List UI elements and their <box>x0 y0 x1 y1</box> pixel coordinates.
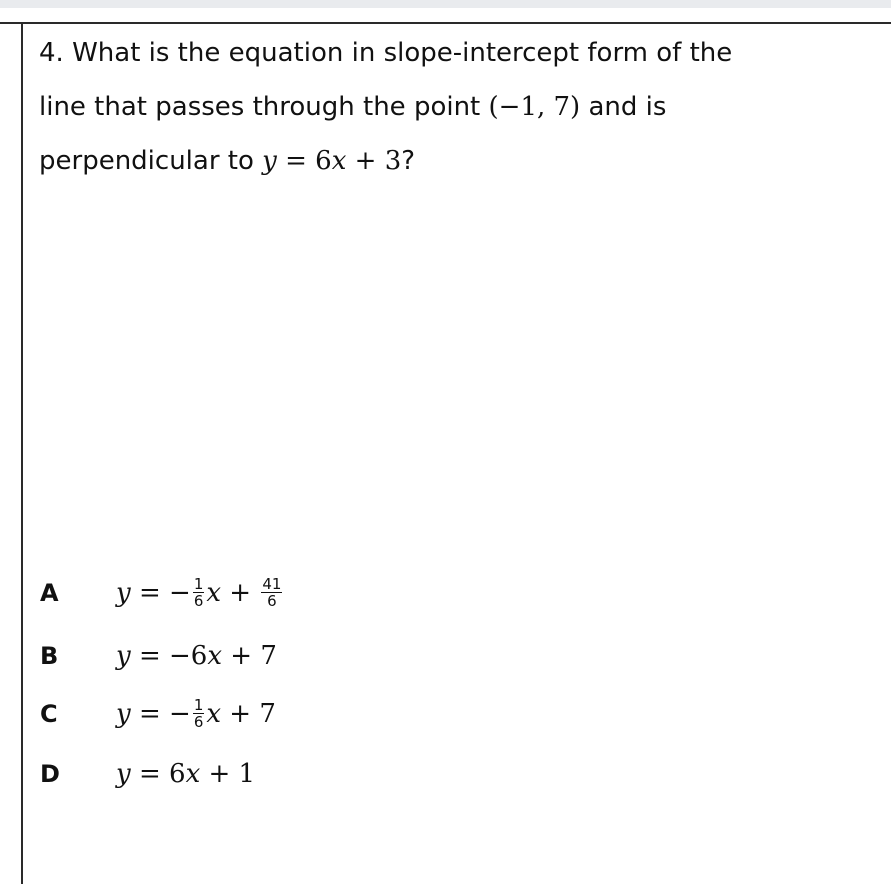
question-text <box>39 26 879 188</box>
choice-a-frac2-num: 41 <box>262 574 282 593</box>
choice-a-frac1-num: 1 <box>193 574 204 593</box>
choice-b[interactable] <box>40 631 640 681</box>
choice-b-x: x <box>207 641 223 671</box>
choice-a-eq: = − <box>130 578 191 608</box>
question-line-3 <box>39 134 879 188</box>
choice-c-eq: = − <box>130 699 191 729</box>
choice-c-x: x <box>206 699 222 729</box>
choice-a-letter: A <box>40 579 59 607</box>
choice-b-letter: B <box>40 642 59 670</box>
choice-a-y: y <box>116 578 131 608</box>
choice-c-expression <box>116 689 276 739</box>
choice-d-rest: + 1 <box>200 759 256 789</box>
question-mark: ? <box>401 146 416 176</box>
choice-a-x: x <box>206 578 222 608</box>
choice-a-frac2-den: 6 <box>267 591 277 610</box>
question-line-3-text: perpendicular to <box>39 146 263 176</box>
choice-c-frac-num: 1 <box>193 695 204 714</box>
choice-d-x: x <box>185 759 201 789</box>
given-equation-x: x <box>331 146 347 176</box>
choice-d-eq: = 6 <box>130 759 186 789</box>
given-equation <box>262 146 401 176</box>
choice-c-letter: C <box>40 700 58 728</box>
choice-b-expression <box>116 631 277 681</box>
question-line-2-end: and is <box>580 92 667 122</box>
top-bar <box>0 0 891 8</box>
choice-d-expression <box>116 749 255 799</box>
question-line-2-text: line that passes through the point <box>39 92 489 122</box>
question-line-2 <box>39 80 879 134</box>
choice-b-eq: = −6 <box>130 641 208 671</box>
choice-d-y: y <box>116 759 131 789</box>
table-top-border <box>0 22 891 24</box>
choice-c-rest: + 7 <box>221 699 276 729</box>
choice-d[interactable] <box>40 749 640 799</box>
choice-b-y: y <box>116 641 131 671</box>
choice-d-letter: D <box>40 760 60 788</box>
point-coordinates: (−1, 7) <box>488 92 581 122</box>
choice-a[interactable] <box>40 568 640 618</box>
choice-c[interactable] <box>40 689 640 739</box>
given-equation-eq: = 6 <box>276 146 332 176</box>
choice-b-rest: + 7 <box>222 641 277 671</box>
choice-c-frac-den: 6 <box>193 712 204 731</box>
given-equation-y: y <box>262 146 277 176</box>
choice-a-expression <box>116 568 284 618</box>
choice-a-fraction-1 <box>193 576 205 609</box>
choice-a-fraction-2 <box>261 576 282 609</box>
choice-c-y: y <box>116 699 131 729</box>
table-left-border <box>21 22 23 884</box>
question-line-1: 4. What is the equation in slope-intercept form of the <box>39 38 733 68</box>
choice-c-fraction <box>193 697 205 730</box>
given-equation-rest: + 3 <box>346 146 402 176</box>
choice-a-plus: + <box>221 578 260 608</box>
choice-a-frac1-den: 6 <box>193 591 204 610</box>
